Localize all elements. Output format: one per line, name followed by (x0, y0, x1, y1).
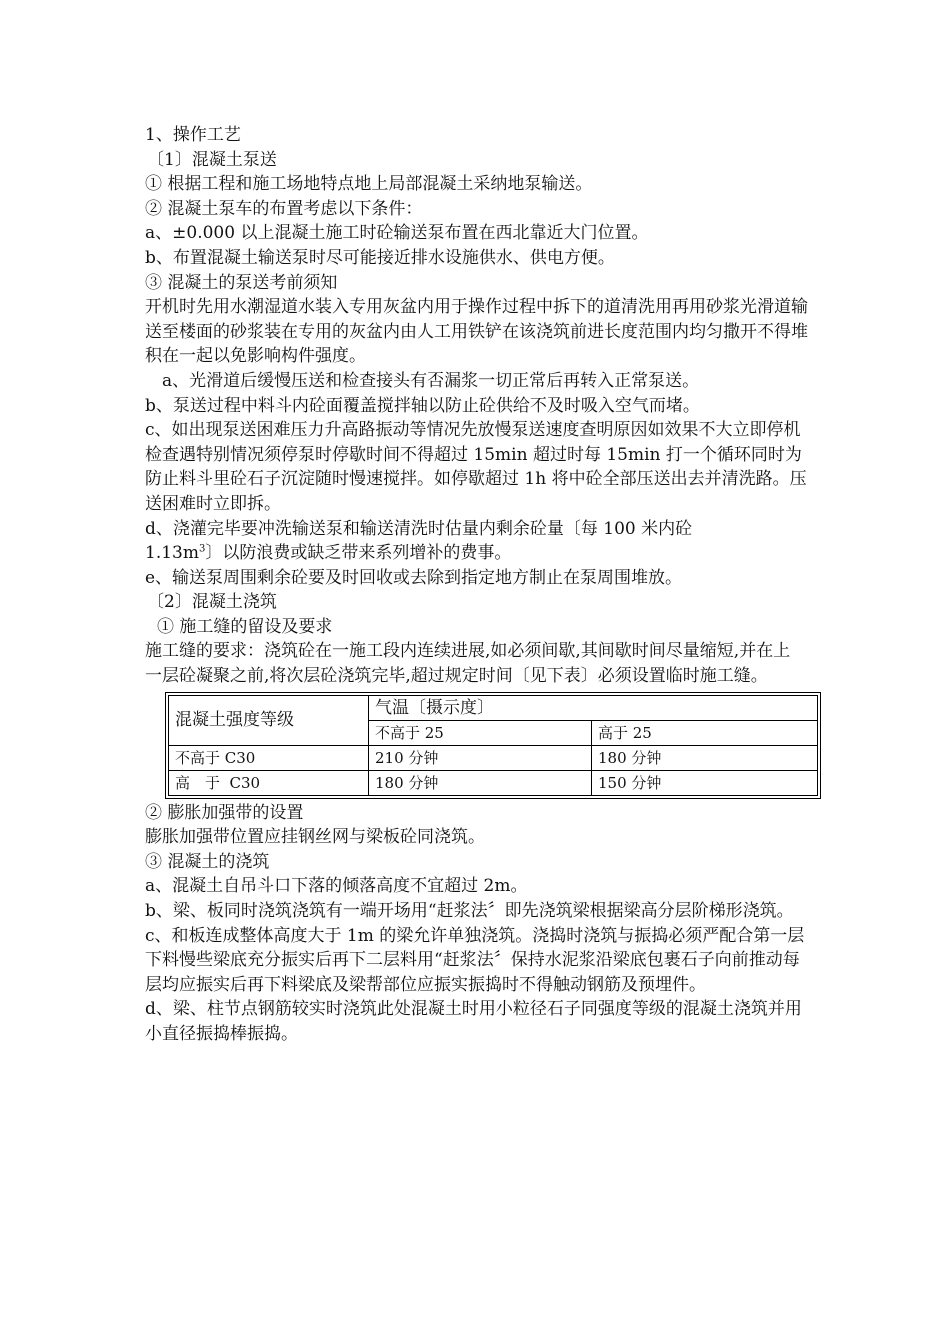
table-row (169, 745, 818, 770)
section-heading: 1、操作工艺 (145, 125, 241, 145)
grade-cell: 高 于 C30 (169, 770, 369, 795)
table-row (169, 770, 818, 795)
item-text: 膨胀加强带位置应挂钢丝网与梁板砼同浇筑。 (145, 827, 485, 848)
paragraph: c、和板连成整体高度大于 1m 的梁允许单独浇筑。浇捣时浇筑与振捣必须严配合第一层下料慢些梁底充分振实后再下二层料用“赶浆法〞保持水泥浆沿梁底包裹石子向前推动每层均应振实后再下料梁底及梁帮部位应振实振捣时不得触动钢筋及预埋件。 (145, 925, 805, 995)
item-text: a、混凝土自吊斗口下落的倾落高度不宜超过 2m。 (145, 876, 528, 897)
paragraph: b、梁、板同时浇筑浇筑有一端开场用“赶浆法〞即先浇筑梁根据梁高分层阶梯形浇筑。 (145, 901, 794, 922)
volume-exponent: 3 (198, 543, 206, 555)
item-text: ① 施工缝的留设及要求 (157, 616, 333, 637)
time-cell: 180 分钟 (592, 745, 818, 770)
item-text: ② 膨胀加强带的设置 (145, 802, 304, 823)
col-above-25: 高于 25 (592, 720, 818, 745)
item-text (145, 541, 815, 566)
item-text: ③ 混凝土的泵送考前须知 (145, 272, 338, 293)
time-cell: 150 分钟 (592, 770, 818, 795)
header-temperature: 气温〔摄示度〕 (369, 695, 818, 720)
subsection-heading: 〔1〕混凝土泵送 (147, 149, 277, 170)
volume-value: 1.13m (145, 543, 199, 564)
item-text-tail: 〕以防浪费或缺乏带来系列增补的费事。 (205, 543, 512, 564)
item-text: b、泵送过程中料斗内砼面覆盖搅拌轴以防止砼供给不及时吸入空气而堵。 (145, 395, 700, 416)
paragraph: 施工缝的要求：浇筑砼在一施工段内连续进展,如必须间歇,其间歇时间尽量缩短,并在上 (145, 641, 791, 662)
item-text: d、浇灌完毕要冲洗输送泵和输送清洗时估量内剩余砼量〔每 100 米内砼 (145, 518, 693, 539)
col-not-above-25: 不高于 25 (369, 720, 592, 745)
time-limit-table (168, 695, 818, 796)
paragraph: 开机时先用水潮湿道水装入专用灰盆内用于操作过程中拆下的道清洗用再用砂浆光滑道输送至楼面的砂浆装在专用的灰盆内由人工用铁铲在该浇筑前进长度范围内均匀撒开不得堆积在一起以免影响构件强度。 (145, 297, 808, 367)
time-cell: 210 分钟 (369, 745, 592, 770)
time-limit-table-frame (165, 692, 821, 799)
item-text: ① 根据工程和施工场地特点地上局部混凝土采纳地泵输送。 (145, 174, 593, 195)
header-grade: 混凝土强度等级 (169, 695, 369, 745)
time-cell: 180 分钟 (369, 770, 592, 795)
subsection-heading: 〔2〕混凝土浇筑 (147, 592, 277, 613)
item-text: e、输送泵周围剩余砼要及时回收或去除到指定地方制止在泵周围堆放。 (145, 567, 683, 588)
item-text: ③ 混凝土的浇筑 (145, 851, 270, 872)
item-text: ② 混凝土泵车的布置考虑以下条件： (145, 198, 423, 219)
paragraph: 一层砼凝聚之前,将次层砼浇筑完毕,超过规定时间〔见下表〕必须设置临时施工缝。 (145, 666, 768, 687)
paragraph: c、如出现泵送困难压力升高路振动等情况先放慢泵送速度查明原因如效果不大立即停机检查遇特别情况须停泵时停歇时间不得超过 15min 超过时每 15min 打一个循环同时为防止料斗里砼石子沉淀随时慢速搅拌。如停歇超过 1h 将中砼全部压送出去并清洗路。压送困难时立即拆。 (145, 420, 807, 514)
grade-cell: 不高于 C30 (169, 745, 369, 770)
item-text: a、光滑道后缓慢压送和检查接头有否漏浆一切正常后再转入正常泵送。 (162, 370, 700, 391)
document-body (145, 123, 815, 1047)
paragraph: d、梁、柱节点钢筋较实时浇筑此处混凝土时用小粒径石子同强度等级的混凝土浇筑并用小直径振捣棒振捣。 (145, 999, 802, 1044)
item-text: b、布置混凝土输送泵时尽可能接近排水设施供水、供电方便。 (145, 247, 615, 268)
item-text: a、±0.000 以上混凝土施工时砼输送泵布置在西北靠近大门位置。 (145, 223, 649, 244)
